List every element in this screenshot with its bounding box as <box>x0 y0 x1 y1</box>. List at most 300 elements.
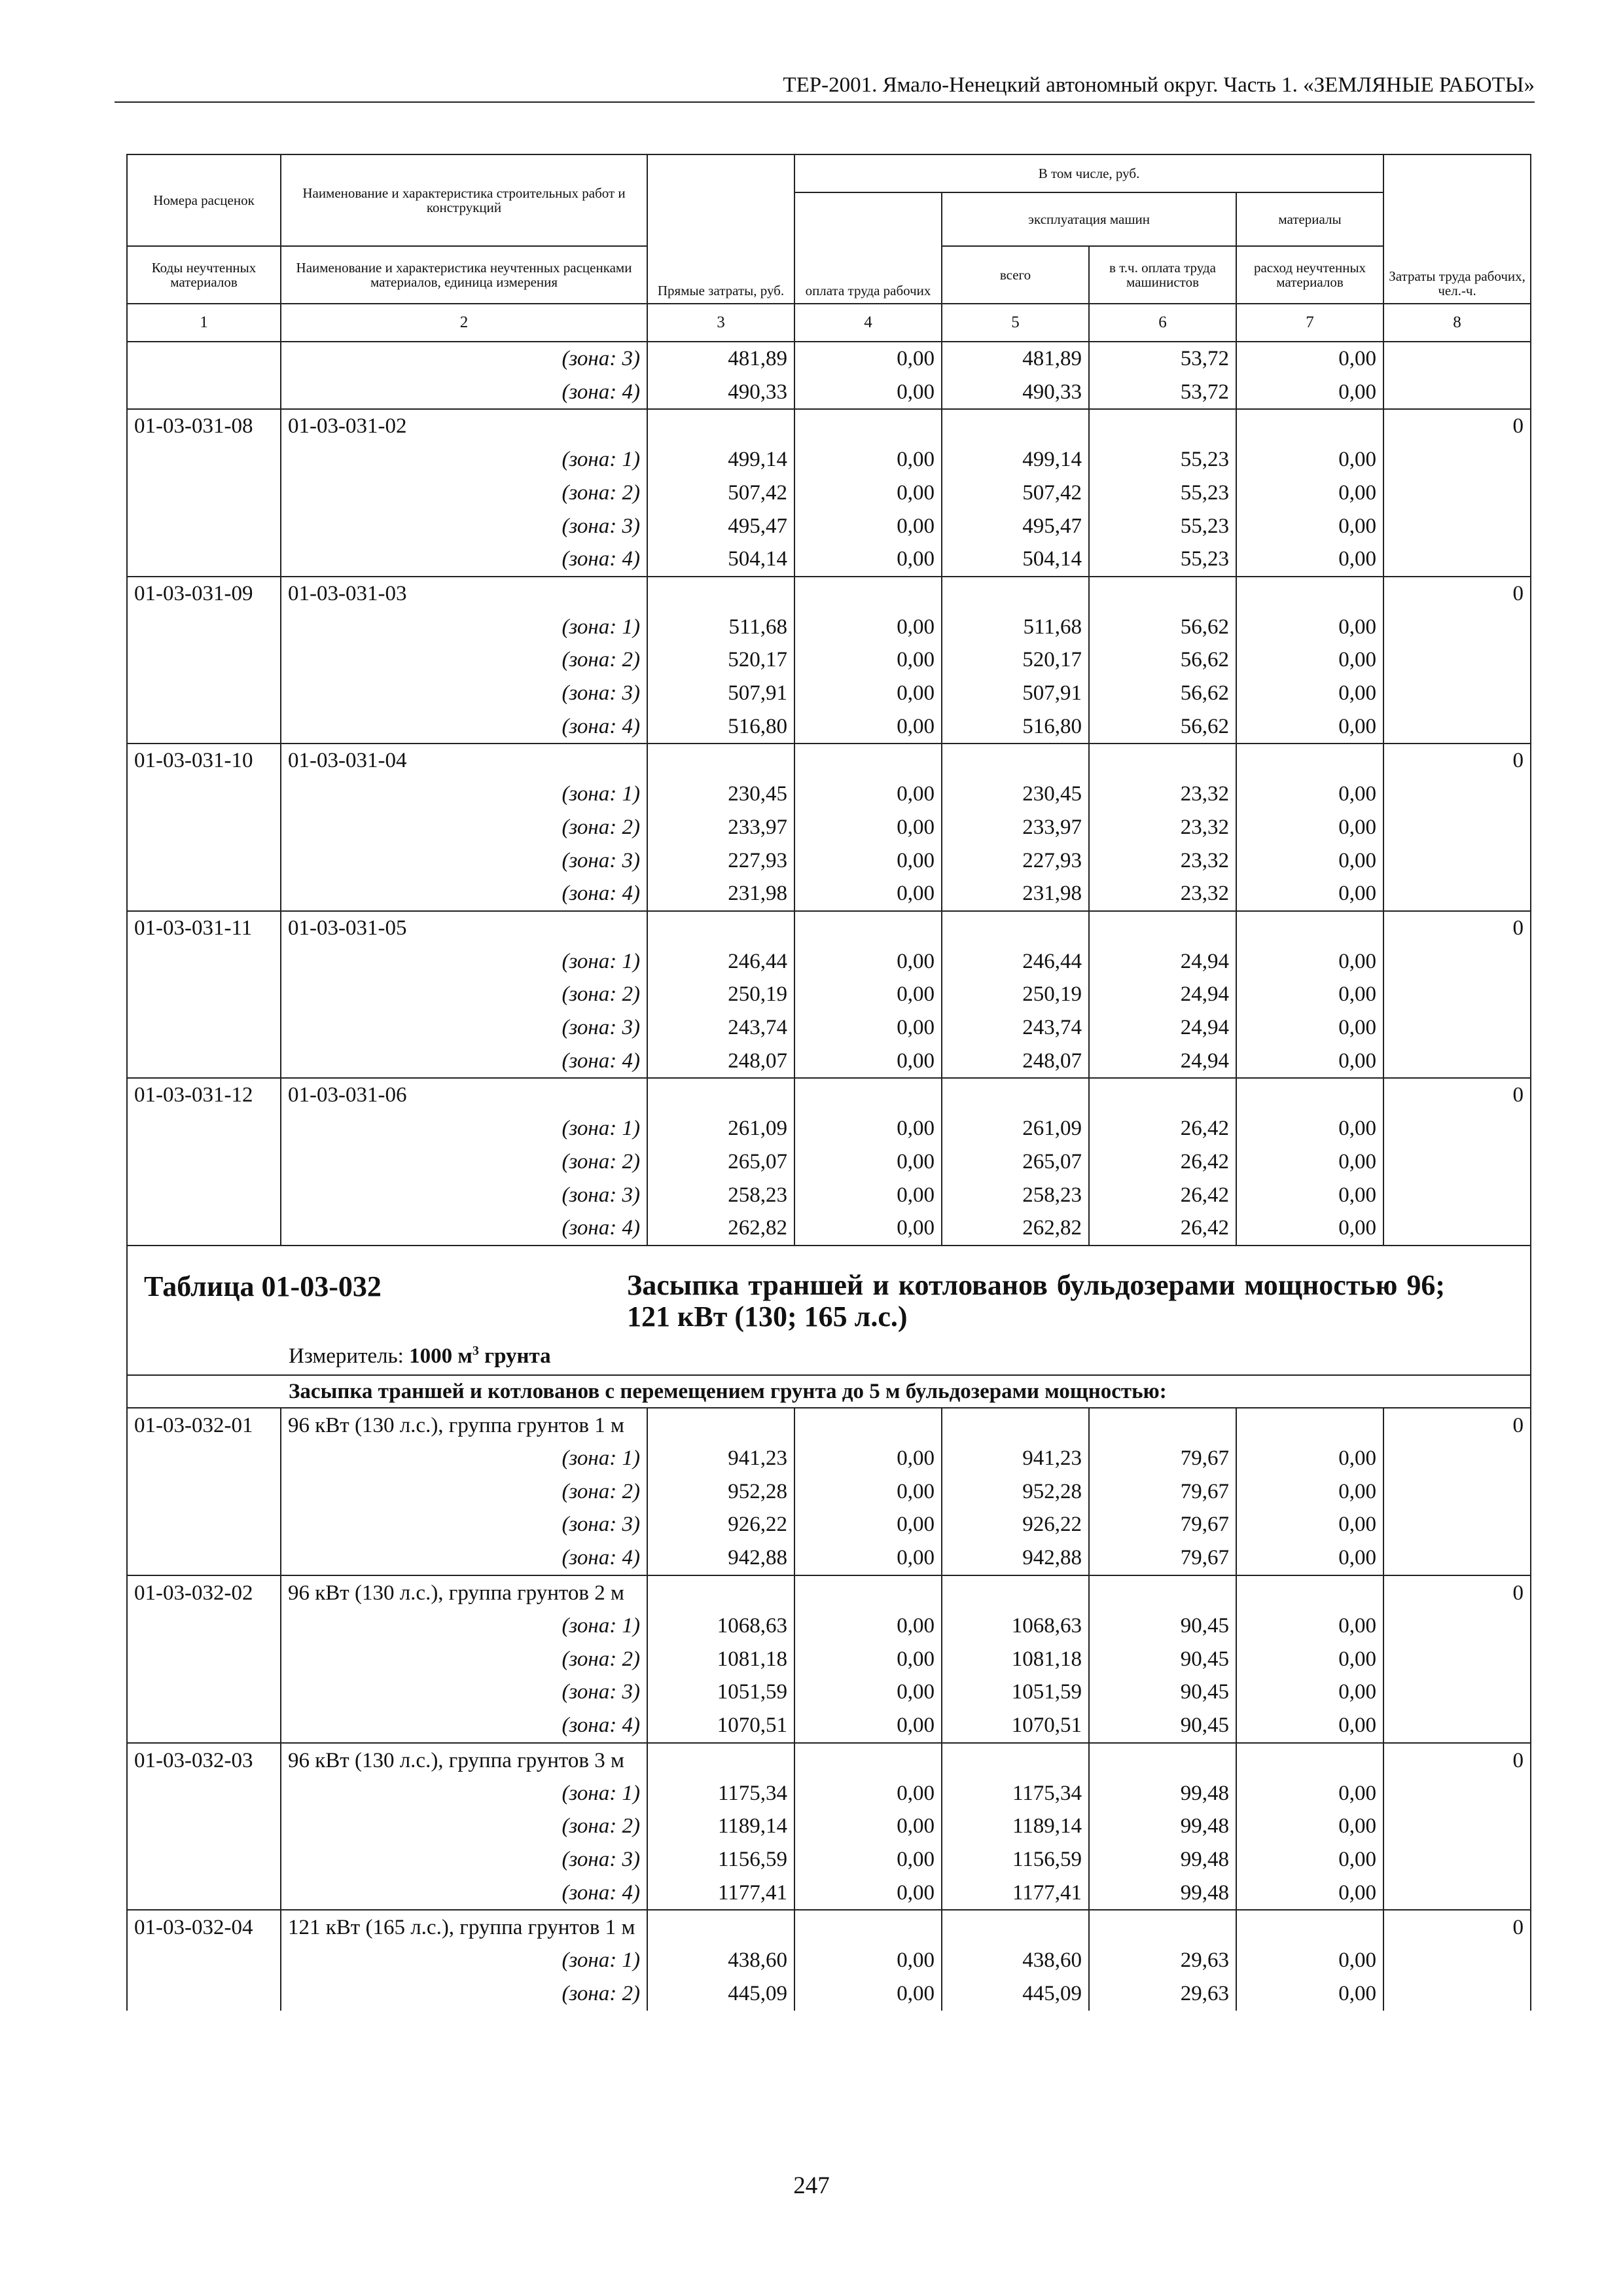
rate-code: 01-03-032-04 <box>127 1910 281 1944</box>
labor-value: 0 <box>1383 1910 1531 1944</box>
empty-cell <box>1089 577 1236 611</box>
zone-label: (зона: 3) <box>281 1011 647 1045</box>
material-use-value: 0,00 <box>1236 342 1383 376</box>
wages-value: 0,00 <box>794 1777 942 1810</box>
direct-cost-value: 952,28 <box>647 1475 794 1509</box>
zone-label: (зона: 2) <box>281 1977 647 2011</box>
wages-value: 0,00 <box>794 1843 942 1876</box>
machines-total-value: 1189,14 <box>942 1810 1089 1843</box>
labor-value <box>1383 376 1531 410</box>
labor-value <box>1383 1145 1531 1179</box>
wages-value: 0,00 <box>794 342 942 376</box>
work-name: 96 кВт (130 л.с.), группа грунтов 1 м <box>281 1408 647 1442</box>
direct-cost-value: 495,47 <box>647 510 794 543</box>
material-use-value: 0,00 <box>1236 1843 1383 1876</box>
table-row <box>127 643 1531 677</box>
wages-value: 0,00 <box>794 1541 942 1575</box>
labor-value <box>1383 1676 1531 1709</box>
table-row <box>127 844 1531 878</box>
direct-cost-value: 445,09 <box>647 1977 794 2011</box>
material-use-value: 0,00 <box>1236 844 1383 878</box>
table-body-031 <box>127 342 1531 1246</box>
direct-cost-value: 507,42 <box>647 476 794 510</box>
table-row <box>127 1442 1531 1475</box>
empty-cell <box>1236 577 1383 611</box>
labor-value <box>1383 1179 1531 1212</box>
wages-value: 0,00 <box>794 1011 942 1045</box>
material-use-value: 0,00 <box>1236 1676 1383 1709</box>
rate-code-cell <box>127 1011 281 1045</box>
wages-value: 0,00 <box>794 1876 942 1910</box>
machines-total-value: 1051,59 <box>942 1676 1089 1709</box>
rate-code-cell <box>127 1709 281 1743</box>
page-header: ТЕР-2001. Ямало-Ненецкий автономный округ. Часть 1. «ЗЕМЛЯНЫЕ РАБОТЫ» <box>115 73 1535 103</box>
empty-cell <box>794 1408 942 1442</box>
rate-code-cell <box>127 1541 281 1575</box>
empty-cell <box>942 1910 1089 1944</box>
materials-header: материалы <box>1236 192 1383 246</box>
rate-code-cell <box>127 510 281 543</box>
labor-value: 0 <box>1383 577 1531 611</box>
col-number: 2 <box>281 304 647 342</box>
operator-wages-value: 23,32 <box>1089 811 1236 844</box>
rate-header-row <box>127 911 1531 945</box>
wages-value: 0,00 <box>794 476 942 510</box>
material-use-value: 0,00 <box>1236 1609 1383 1643</box>
table-row <box>127 1112 1531 1145</box>
zone-label: (зона: 2) <box>281 643 647 677</box>
col-labor-header: Затраты труда рабочих, чел.-ч. <box>1383 154 1531 304</box>
table-row <box>127 811 1531 844</box>
zone-label: (зона: 4) <box>281 1876 647 1910</box>
zone-label: (зона: 1) <box>281 778 647 811</box>
zone-label: (зона: 4) <box>281 376 647 410</box>
material-use-value: 0,00 <box>1236 443 1383 476</box>
table-row <box>127 1944 1531 1977</box>
rate-code-cell <box>127 945 281 978</box>
direct-cost-value: 227,93 <box>647 844 794 878</box>
table-row <box>127 1011 1531 1045</box>
machines-total-value: 261,09 <box>942 1112 1089 1145</box>
material-use-value: 0,00 <box>1236 1777 1383 1810</box>
table-row <box>127 1609 1531 1643</box>
direct-cost-value: 243,74 <box>647 1011 794 1045</box>
operator-wages-value: 23,32 <box>1089 844 1236 878</box>
rate-code: 01-03-032-03 <box>127 1743 281 1777</box>
rate-code-cell <box>127 443 281 476</box>
rate-code-cell <box>127 978 281 1011</box>
empty-cell <box>1236 744 1383 778</box>
labor-value <box>1383 710 1531 744</box>
table-row <box>127 877 1531 911</box>
material-use-value: 0,00 <box>1236 1977 1383 2011</box>
labor-value: 0 <box>1383 1743 1531 1777</box>
material-use-value: 0,00 <box>1236 1145 1383 1179</box>
section-heading: Засыпка траншей и котлованов с перемещением грунта до 5 м бульдозерами мощностью: <box>127 1375 1531 1408</box>
zone-label: (зона: 4) <box>281 1045 647 1079</box>
rate-header-row <box>127 1408 1531 1442</box>
labor-value <box>1383 1211 1531 1246</box>
machines-total-value: 1175,34 <box>942 1777 1089 1810</box>
rate-code-cell <box>127 778 281 811</box>
labor-value: 0 <box>1383 1078 1531 1112</box>
direct-cost-value: 230,45 <box>647 778 794 811</box>
labor-value <box>1383 1977 1531 2011</box>
machines-total-value: 952,28 <box>942 1475 1089 1509</box>
rate-code-cell <box>127 1475 281 1509</box>
empty-cell <box>794 1910 942 1944</box>
zone-label: (зона: 2) <box>281 978 647 1011</box>
zone-label: (зона: 4) <box>281 1541 647 1575</box>
table-row <box>127 376 1531 410</box>
empty-cell <box>794 1575 942 1609</box>
wages-value: 0,00 <box>794 811 942 844</box>
material-use-value: 0,00 <box>1236 877 1383 911</box>
rate-code-cell <box>127 543 281 577</box>
rate-code-cell <box>127 342 281 376</box>
material-use-value: 0,00 <box>1236 1112 1383 1145</box>
col-number: 3 <box>647 304 794 342</box>
rate-code-cell <box>127 1211 281 1246</box>
zone-label: (зона: 1) <box>281 1944 647 1977</box>
operator-wages-value: 99,48 <box>1089 1876 1236 1910</box>
rate-code: 01-03-032-02 <box>127 1575 281 1609</box>
table-row <box>127 1179 1531 1212</box>
machines-total-value: 445,09 <box>942 1977 1089 2011</box>
labor-value <box>1383 844 1531 878</box>
zone-label: (зона: 2) <box>281 476 647 510</box>
wages-value: 0,00 <box>794 443 942 476</box>
machines-total-value: 511,68 <box>942 611 1089 644</box>
empty-cell <box>647 1910 794 1944</box>
zone-label: (зона: 3) <box>281 342 647 376</box>
wages-value: 0,00 <box>794 1609 942 1643</box>
operator-wages-value: 24,94 <box>1089 1011 1236 1045</box>
zone-label: (зона: 1) <box>281 1112 647 1145</box>
zone-label: (зона: 2) <box>281 811 647 844</box>
col-number: 7 <box>1236 304 1383 342</box>
table-row <box>127 1541 1531 1575</box>
direct-cost-value: 516,80 <box>647 710 794 744</box>
machines-total-value: 507,91 <box>942 677 1089 710</box>
operator-wages-value: 24,94 <box>1089 1045 1236 1079</box>
material-use-value: 0,00 <box>1236 1541 1383 1575</box>
zone-label: (зона: 1) <box>281 1609 647 1643</box>
table-header <box>127 154 1531 342</box>
empty-cell <box>942 1408 1089 1442</box>
col-number: 1 <box>127 304 281 342</box>
empty-cell <box>942 1078 1089 1112</box>
empty-cell <box>794 1743 942 1777</box>
wages-value: 0,00 <box>794 510 942 543</box>
zone-label: (зона: 4) <box>281 877 647 911</box>
material-use-value: 0,00 <box>1236 1508 1383 1541</box>
direct-cost-value: 1177,41 <box>647 1876 794 1910</box>
col-material-use-header: расход неучтенных материалов <box>1236 246 1383 304</box>
labor-value <box>1383 1011 1531 1045</box>
labor-value <box>1383 1709 1531 1743</box>
wages-value: 0,00 <box>794 376 942 410</box>
operator-wages-value: 79,67 <box>1089 1541 1236 1575</box>
empty-cell <box>942 911 1089 945</box>
wages-value: 0,00 <box>794 1475 942 1509</box>
wages-value: 0,00 <box>794 1643 942 1676</box>
operator-wages-value: 90,45 <box>1089 1709 1236 1743</box>
operator-wages-value: 56,62 <box>1089 710 1236 744</box>
machines-total-value: 516,80 <box>942 710 1089 744</box>
operator-wages-value: 55,23 <box>1089 476 1236 510</box>
zone-label: (зона: 3) <box>281 1179 647 1212</box>
labor-value <box>1383 1475 1531 1509</box>
rate-code-cell <box>127 1876 281 1910</box>
table-number: Таблица 01-03-032 <box>144 1270 382 1302</box>
empty-cell <box>647 744 794 778</box>
empty-cell <box>1089 744 1236 778</box>
labor-value <box>1383 1643 1531 1676</box>
wages-value: 0,00 <box>794 1179 942 1212</box>
zone-label: (зона: 2) <box>281 1643 647 1676</box>
empty-cell <box>647 1078 794 1112</box>
rate-code: 01-03-032-01 <box>127 1408 281 1442</box>
operator-wages-value: 90,45 <box>1089 1676 1236 1709</box>
empty-cell <box>1236 1743 1383 1777</box>
rate-code-cell <box>127 811 281 844</box>
machines-total-value: 499,14 <box>942 443 1089 476</box>
measure-unit <box>127 1333 1531 1375</box>
rate-code-cell <box>127 1442 281 1475</box>
operator-wages-value: 99,48 <box>1089 1843 1236 1876</box>
labor-value <box>1383 1777 1531 1810</box>
col-machines-total-header: всего <box>942 246 1089 304</box>
material-use-value: 0,00 <box>1236 643 1383 677</box>
empty-cell <box>794 409 942 443</box>
labor-value <box>1383 1944 1531 1977</box>
labor-value <box>1383 1508 1531 1541</box>
operator-wages-value: 55,23 <box>1089 543 1236 577</box>
labor-value <box>1383 978 1531 1011</box>
direct-cost-value: 262,82 <box>647 1211 794 1246</box>
empty-cell <box>647 1743 794 1777</box>
direct-cost-value: 520,17 <box>647 643 794 677</box>
empty-cell <box>1089 409 1236 443</box>
empty-cell <box>794 1078 942 1112</box>
direct-cost-value: 1156,59 <box>647 1843 794 1876</box>
work-name: 01-03-031-06 <box>281 1078 647 1112</box>
operator-wages-value: 53,72 <box>1089 376 1236 410</box>
operator-wages-value: 26,42 <box>1089 1179 1236 1212</box>
direct-cost-value: 1068,63 <box>647 1609 794 1643</box>
table-row <box>127 1709 1531 1743</box>
direct-cost-value: 231,98 <box>647 877 794 911</box>
labor-value: 0 <box>1383 744 1531 778</box>
table-row <box>127 1977 1531 2011</box>
direct-cost-value: 258,23 <box>647 1179 794 1212</box>
operator-wages-value: 29,63 <box>1089 1944 1236 1977</box>
measure-label: Измеритель: <box>289 1344 404 1368</box>
operator-wages-value: 56,62 <box>1089 643 1236 677</box>
rate-header-row <box>127 409 1531 443</box>
empty-cell <box>1089 1910 1236 1944</box>
empty-cell <box>1236 1408 1383 1442</box>
col-material-name-header: Наименование и характеристика неучтенных расценками материалов, единица измерения <box>281 246 647 304</box>
zone-label: (зона: 1) <box>281 443 647 476</box>
rate-code-cell <box>127 476 281 510</box>
col-number: 8 <box>1383 304 1531 342</box>
material-use-value: 0,00 <box>1236 778 1383 811</box>
rate-header-row <box>127 577 1531 611</box>
direct-cost-value: 490,33 <box>647 376 794 410</box>
operator-wages-value: 55,23 <box>1089 443 1236 476</box>
operator-wages-value: 23,32 <box>1089 778 1236 811</box>
labor-value: 0 <box>1383 1575 1531 1609</box>
empty-cell <box>942 1743 1089 1777</box>
table-row <box>127 510 1531 543</box>
direct-cost-value: 261,09 <box>647 1112 794 1145</box>
operator-wages-value: 79,67 <box>1089 1442 1236 1475</box>
material-use-value: 0,00 <box>1236 1810 1383 1843</box>
table-row <box>127 978 1531 1011</box>
machines-total-value: 926,22 <box>942 1508 1089 1541</box>
zone-label: (зона: 3) <box>281 1843 647 1876</box>
material-use-value: 0,00 <box>1236 1876 1383 1910</box>
empty-cell <box>1089 1743 1236 1777</box>
labor-value: 0 <box>1383 409 1531 443</box>
work-name: 01-03-031-04 <box>281 744 647 778</box>
labor-value: 0 <box>1383 1408 1531 1442</box>
machines-total-value: 243,74 <box>942 1011 1089 1045</box>
machines-total-value: 227,93 <box>942 844 1089 878</box>
machines-total-value: 520,17 <box>942 643 1089 677</box>
rate-code-cell <box>127 1045 281 1079</box>
labor-value <box>1383 1112 1531 1145</box>
rate-code-cell <box>127 1676 281 1709</box>
page-number: 247 <box>793 2172 830 2199</box>
direct-cost-value: 248,07 <box>647 1045 794 1079</box>
direct-cost-value: 250,19 <box>647 978 794 1011</box>
wages-value: 0,00 <box>794 1112 942 1145</box>
machines-total-value: 504,14 <box>942 543 1089 577</box>
wages-value: 0,00 <box>794 945 942 978</box>
material-use-value: 0,00 <box>1236 476 1383 510</box>
operator-wages-value: 79,67 <box>1089 1475 1236 1509</box>
empty-cell <box>1236 911 1383 945</box>
operator-wages-value: 90,45 <box>1089 1609 1236 1643</box>
material-use-value: 0,00 <box>1236 1211 1383 1246</box>
labor-value <box>1383 510 1531 543</box>
col-operator-wages-header: в т.ч. оплата труда машинистов <box>1089 246 1236 304</box>
wages-value: 0,00 <box>794 611 942 644</box>
rate-code-cell <box>127 1977 281 2011</box>
empty-cell <box>647 577 794 611</box>
material-use-value: 0,00 <box>1236 1045 1383 1079</box>
including-header: В том числе, руб. <box>794 154 1383 192</box>
empty-cell <box>1089 1408 1236 1442</box>
material-use-value: 0,00 <box>1236 710 1383 744</box>
wages-value: 0,00 <box>794 1709 942 1743</box>
direct-cost-value: 265,07 <box>647 1145 794 1179</box>
material-use-value: 0,00 <box>1236 611 1383 644</box>
material-use-value: 0,00 <box>1236 1011 1383 1045</box>
table-title: Засыпка траншей и котлованов бульдозерами мощностью 96; 121 кВт (130; 165 л.с.) <box>627 1268 1446 1333</box>
empty-cell <box>1236 409 1383 443</box>
machines-total-value: 233,97 <box>942 811 1089 844</box>
col-number: 6 <box>1089 304 1236 342</box>
labor-value <box>1383 1609 1531 1643</box>
rate-code-cell <box>127 877 281 911</box>
machines-header: эксплуатация машин <box>942 192 1236 246</box>
labor-value <box>1383 677 1531 710</box>
col-direct-cost-header: Прямые затраты, руб. <box>647 154 794 304</box>
machines-total-value: 942,88 <box>942 1541 1089 1575</box>
rate-header-row <box>127 1575 1531 1609</box>
wages-value: 0,00 <box>794 1944 942 1977</box>
col-material-codes-header: Коды неучтенных материалов <box>127 246 281 304</box>
labor-value <box>1383 543 1531 577</box>
machines-total-value: 262,82 <box>942 1211 1089 1246</box>
zone-label: (зона: 1) <box>281 945 647 978</box>
machines-total-value: 495,47 <box>942 510 1089 543</box>
empty-cell <box>647 1575 794 1609</box>
machines-total-value: 246,44 <box>942 945 1089 978</box>
direct-cost-value: 499,14 <box>647 443 794 476</box>
machines-total-value: 481,89 <box>942 342 1089 376</box>
machines-total-value: 438,60 <box>942 1944 1089 1977</box>
table-title-cell <box>127 1246 1531 1333</box>
rate-code: 01-03-031-08 <box>127 409 281 443</box>
table-row <box>127 476 1531 510</box>
zone-label: (зона: 4) <box>281 1709 647 1743</box>
rate-header-row <box>127 1743 1531 1777</box>
direct-cost-value: 941,23 <box>647 1442 794 1475</box>
wages-value: 0,00 <box>794 1977 942 2011</box>
operator-wages-value: 53,72 <box>1089 342 1236 376</box>
rate-code-cell <box>127 1145 281 1179</box>
zone-label: (зона: 2) <box>281 1475 647 1509</box>
table-row <box>127 1211 1531 1246</box>
rate-code-cell <box>127 1508 281 1541</box>
direct-cost-value: 1081,18 <box>647 1643 794 1676</box>
labor-value <box>1383 945 1531 978</box>
direct-cost-value: 507,91 <box>647 677 794 710</box>
operator-wages-value: 23,32 <box>1089 877 1236 911</box>
table-row <box>127 710 1531 744</box>
operator-wages-value: 99,48 <box>1089 1777 1236 1810</box>
zone-label: (зона: 3) <box>281 677 647 710</box>
labor-value <box>1383 877 1531 911</box>
zone-label: (зона: 2) <box>281 1810 647 1843</box>
empty-cell <box>794 744 942 778</box>
operator-wages-value: 24,94 <box>1089 945 1236 978</box>
empty-cell <box>1089 1575 1236 1609</box>
direct-cost-value: 511,68 <box>647 611 794 644</box>
col-work-name-header: Наименование и характеристика строительных работ и конструкций <box>281 154 647 246</box>
labor-value: 0 <box>1383 911 1531 945</box>
operator-wages-value: 24,94 <box>1089 978 1236 1011</box>
rate-code-cell <box>127 1843 281 1876</box>
zone-label: (зона: 3) <box>281 1508 647 1541</box>
col-wages-header: оплата труда рабочих <box>794 192 942 304</box>
table-row <box>127 342 1531 376</box>
zone-label: (зона: 3) <box>281 510 647 543</box>
labor-value <box>1383 1442 1531 1475</box>
table-row <box>127 1676 1531 1709</box>
table-row <box>127 1045 1531 1079</box>
rate-code-cell <box>127 1112 281 1145</box>
zone-label: (зона: 4) <box>281 1211 647 1246</box>
empty-cell <box>647 1408 794 1442</box>
wages-value: 0,00 <box>794 978 942 1011</box>
labor-value <box>1383 811 1531 844</box>
